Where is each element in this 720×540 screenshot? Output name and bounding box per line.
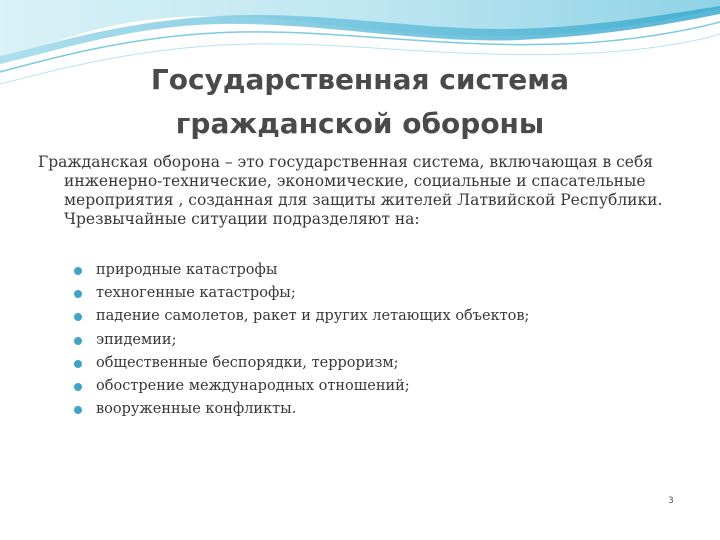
bullet-icon [74, 406, 82, 414]
list-item-text: обострение международных отношений; [96, 378, 410, 395]
list-item-text: техногенные катастрофы; [96, 285, 296, 302]
bullet-icon [74, 267, 82, 275]
bullet-icon [74, 360, 82, 368]
bullet-icon [74, 383, 82, 391]
list-item [72, 305, 672, 328]
list-item [72, 259, 672, 282]
list-item [72, 375, 672, 398]
list-item [72, 329, 672, 352]
list-item [72, 398, 672, 421]
page-number: 3 [668, 496, 674, 506]
list-item-text: вооруженные конфликты. [96, 401, 297, 418]
list-item [72, 282, 672, 305]
bullet-icon [74, 337, 82, 345]
bullet-list [72, 259, 672, 421]
list-item [72, 352, 672, 375]
slide-title [60, 58, 660, 146]
list-item-text: эпидемии; [96, 331, 177, 348]
slide-title-line-1: Государственная система [150, 63, 570, 96]
slide-title-line-2: гражданской обороны [175, 107, 545, 140]
list-item-text: общественные беспорядки, терроризм; [96, 354, 399, 371]
bullet-icon [74, 313, 82, 321]
bullet-icon [74, 290, 82, 298]
list-item-text: природные катастрофы [96, 262, 278, 278]
intro-paragraph: Гражданская оборона – это государственная система, включающая в себя инженерно-технические, экономические, социальные и спасательные мероприятия , созданная для защиты жителей Латвийской Республики. Чрезвычайные ситуации подразделяют на: [38, 153, 663, 228]
list-item-text: падение самолетов, ракет и других летающих объектов; [96, 308, 530, 325]
